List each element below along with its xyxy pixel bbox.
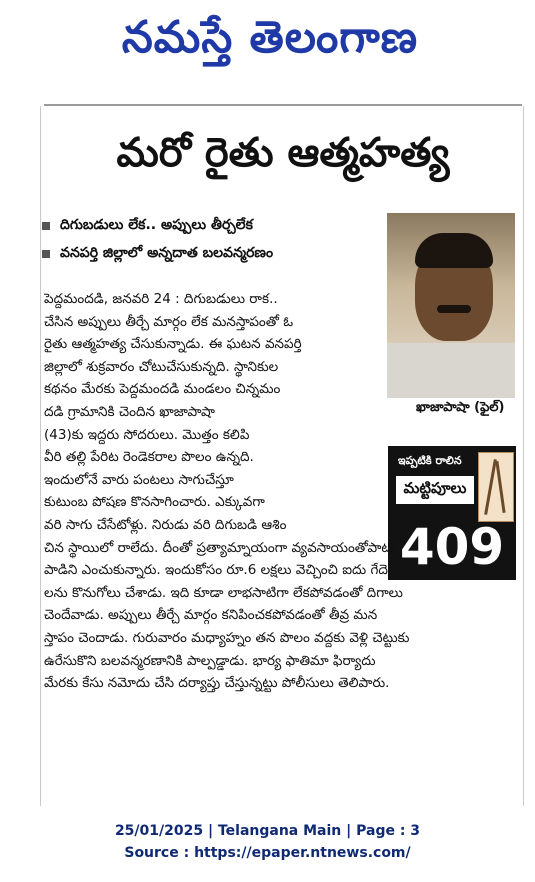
body-line: ఉరేసుకొని బలవన్మరణానికి పాల్పడ్డాడు. భార్య ఫాతిమా ఫిర్యాదు (44, 652, 376, 669)
footer-source-line: Source : https://epaper.ntnews.com/ (124, 845, 411, 861)
body-line: ఇందులోనే వారు పంటలు సాగుచేస్తూ (44, 471, 234, 488)
subheading-item (42, 212, 378, 240)
body-line: వీరి తల్లి పేరిట రెండెకరాల పొలం ఉన్నది. (44, 449, 254, 466)
infobox-label: ఇప్పటికి రాలిన (398, 454, 462, 467)
body-line: పెద్దమందడి, జనవరి 24 : దిగుబడులు రాక.. (44, 291, 278, 307)
source-footer (0, 820, 535, 864)
bullet-icon (42, 222, 50, 230)
body-line: వరి సాగు చేసేటోళ్లు. నిరుడు వరి దిగుబడి ఆశిం (44, 516, 287, 533)
body-line: కుటుంబ పోషణ కొనసాగించారు. ఎక్కువగా (44, 494, 265, 511)
body-line: మేరకు కేసు నమోదు చేసి దర్యాప్తు చేస్తున్నట్టు పోలీసులు తెలిపారు. (44, 675, 390, 692)
subheading-text: వనపర్తి జిల్లాలో అన్నదాత బలవన్మరణం (60, 244, 274, 261)
body-line: చేసిన అప్పులు తీర్చే మార్గం లేక మనస్తాపంతో ఓ (44, 313, 294, 330)
body-line: లను కొనుగోలు చేశాడు. ఇది కూడా లాభసాటిగా లేకపోవడంతో దిగాలు (44, 584, 403, 601)
body-line: రైతు ఆత్మహత్య చేసుకున్నాడు. ఈ ఘటన వనపర్తి (44, 336, 302, 353)
article-body (44, 288, 522, 695)
body-line: పాడిని ఎంచుకున్నారు. ఇందుకోసం రూ.6 లక్షలు వెచ్చించి ఐదు గేదె (44, 562, 388, 579)
subheadings (42, 212, 378, 268)
article-headline: మరో రైతు ఆత్మహత్య (116, 130, 450, 176)
body-line: (43)కు ఇద్దరు సోదరులు. మొత్తం కలిపి (44, 426, 250, 443)
newspaper-masthead: నమస్తే తెలంగాణ (121, 12, 419, 63)
body-line: దడి గ్రామానికి చెందిన ఖాజాపాషా (44, 403, 215, 420)
body-line: స్తాపం చెందాడు. గురువారం మధ్యాహ్నం తన పొలం వద్దకు వెళ్లి చెట్టుకు (44, 629, 410, 646)
subheading-text: దిగుబడులు లేక.. అప్పులు తీర్చలేక (60, 216, 253, 233)
infobox-count: 409 (399, 518, 505, 576)
subheading-item (42, 240, 378, 268)
body-line: చిన స్థాయిలో రాలేదు. దీంతో ప్రత్యామ్నాయంగా వ్యవసాయంతోపాటు (44, 539, 397, 556)
body-line: చెందేవాడు. అప్పులు తీర్చే మార్గం కనిపించకపోవడంతో తీవ్ర మన (44, 607, 378, 624)
photo-caption: ఖాజాపాషా (ఫైల్) (416, 400, 505, 415)
bullet-icon (42, 250, 50, 258)
photo-hair (415, 233, 493, 268)
footer-date-line: 25/01/2025 | Telangana Main | Page : 3 (114, 823, 421, 839)
infobox-sublabel: మట్టిపూలు (396, 476, 474, 504)
body-line: కథనం మేరకు పెద్దమందడి మండలం చిన్నమం (44, 381, 281, 398)
body-line: జిల్లాలో శుక్రవారం చోటుచేసుకున్నది. స్థానికుల (44, 358, 279, 375)
